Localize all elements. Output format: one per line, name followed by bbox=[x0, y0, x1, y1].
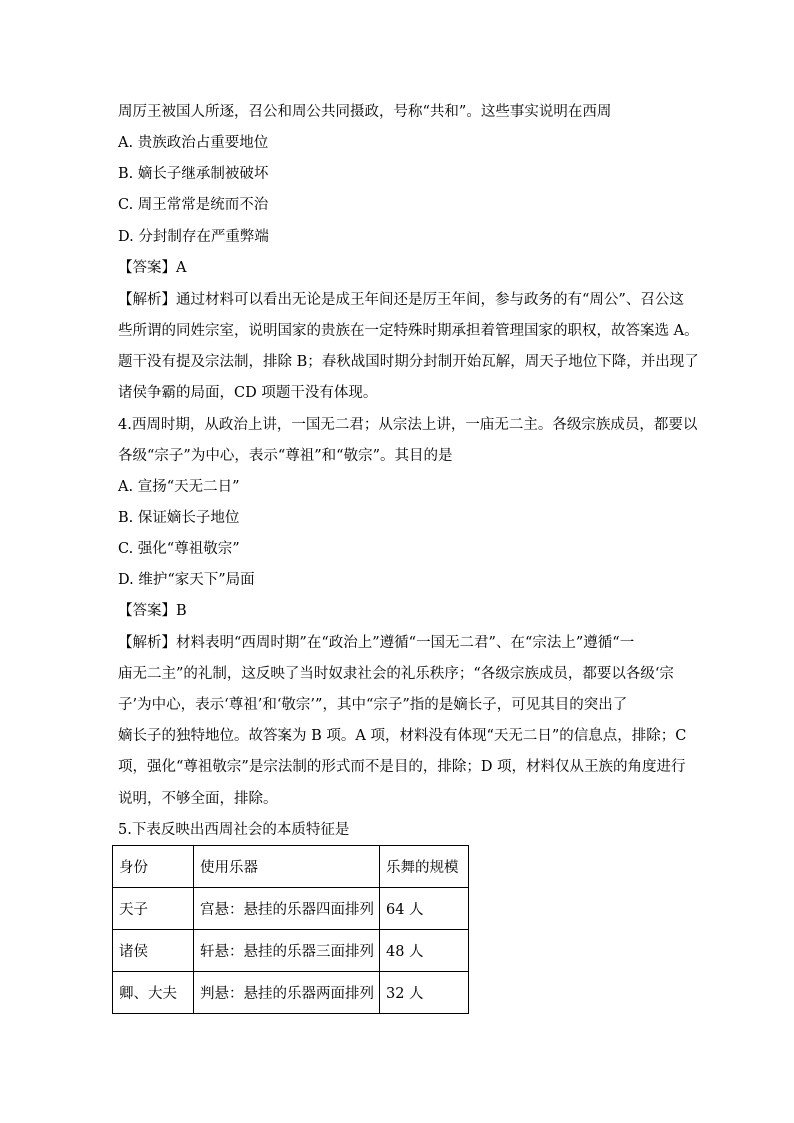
table-cell: 48 人 bbox=[380, 930, 469, 972]
option-c: C. 强化“尊祖敬宗” bbox=[118, 541, 240, 557]
analysis-4-line: 项，强化“尊祖敬宗”是宗法制的形式而不是目的，排除；D 项，材料仅从王族的角度进行 bbox=[118, 759, 686, 775]
option-b: B. 嫡长子继承制被破坏 bbox=[118, 166, 269, 182]
table-cell: 天子 bbox=[113, 888, 194, 930]
table-row bbox=[113, 972, 469, 1014]
analysis-3-line: 题干没有提及宗法制，排除 B；春秋战国时期分封制开始瓦解，周天子地位下降，并出现了 bbox=[118, 354, 699, 370]
analysis-3-line: 诸侯争霸的局面，CD 项题干没有体现。 bbox=[118, 385, 378, 401]
option-d: D. 维护“家天下”局面 bbox=[118, 572, 255, 588]
option-b: B. 保证嫡长子地位 bbox=[118, 510, 240, 526]
option-a: A. 贵族政治占重要地位 bbox=[118, 135, 269, 151]
table-header-row bbox=[113, 846, 469, 888]
analysis-3-line: 【解析】通过材料可以看出无论是成王年间还是厉王年间，参与政务的有“周公”、召公这 bbox=[118, 292, 684, 308]
answer-3: 【答案】A bbox=[118, 260, 187, 276]
table-cell: 卿、大夫 bbox=[113, 972, 194, 1014]
analysis-4-line: 嫡长子的独特地位。故答案为 B 项。A 项，材料没有体现“天无二日”的信息点，排除；C bbox=[118, 728, 687, 744]
table-cell: 诸侯 bbox=[113, 930, 194, 972]
answer-4: 【答案】B bbox=[118, 603, 187, 619]
analysis-3-line: 些所谓的同姓宗室，说明国家的贵族在一定特殊时期承担着管理国家的职权，故答案选 A。 bbox=[118, 323, 699, 339]
analysis-4-line: 庙无二主”的礼制，这反映了当时奴隶社会的礼乐秩序；“各级宗族成员，都要以各级‘宗 bbox=[118, 666, 674, 682]
analysis-4-line: 子’为中心，表示‘尊祖’和‘敬宗’”，其中“宗子”指的是嫡长子，可见其目的突出了 bbox=[118, 697, 628, 713]
option-d: D. 分封制存在严重弊端 bbox=[118, 229, 269, 245]
table-header-cell: 使用乐器 bbox=[194, 846, 380, 888]
table-row bbox=[113, 888, 469, 930]
option-c: C. 周王常常是统而不治 bbox=[118, 197, 269, 213]
question-4-stem: 各级“宗子”为中心，表示“尊祖”和“敬宗”。其目的是 bbox=[118, 448, 453, 464]
analysis-4-line: 【解析】材料表明“西周时期”在“政治上”遵循“一国无二君”、在“宗法上”遵循“一 bbox=[118, 635, 635, 651]
question-4-stem: 4.西周时期，从政治上讲，一国无二君；从宗法上讲，一庙无二主。各级宗族成员，都要以 bbox=[118, 417, 698, 433]
table-cell: 轩悬：悬挂的乐器三面排列 bbox=[194, 930, 380, 972]
table-cell: 判悬：悬挂的乐器两面排列 bbox=[194, 972, 380, 1014]
rites-music-table bbox=[112, 845, 469, 1014]
table-cell: 64 人 bbox=[380, 888, 469, 930]
question-5-stem: 5.下表反映出西周社会的本质特征是 bbox=[118, 822, 350, 838]
table-header-cell: 乐舞的规模 bbox=[380, 846, 469, 888]
analysis-4-line: 说明，不够全面，排除。 bbox=[118, 791, 278, 807]
table-cell: 32 人 bbox=[380, 972, 469, 1014]
table-row bbox=[113, 930, 469, 972]
option-a: A. 宣扬“天无二日” bbox=[118, 479, 240, 495]
table-cell: 宫悬：悬挂的乐器四面排列 bbox=[194, 888, 380, 930]
table-header-cell: 身份 bbox=[113, 846, 194, 888]
question-3-stem: 周厉王被国人所逐，召公和周公共同摄政，号称“共和”。这些事实说明在西周 bbox=[118, 104, 612, 120]
